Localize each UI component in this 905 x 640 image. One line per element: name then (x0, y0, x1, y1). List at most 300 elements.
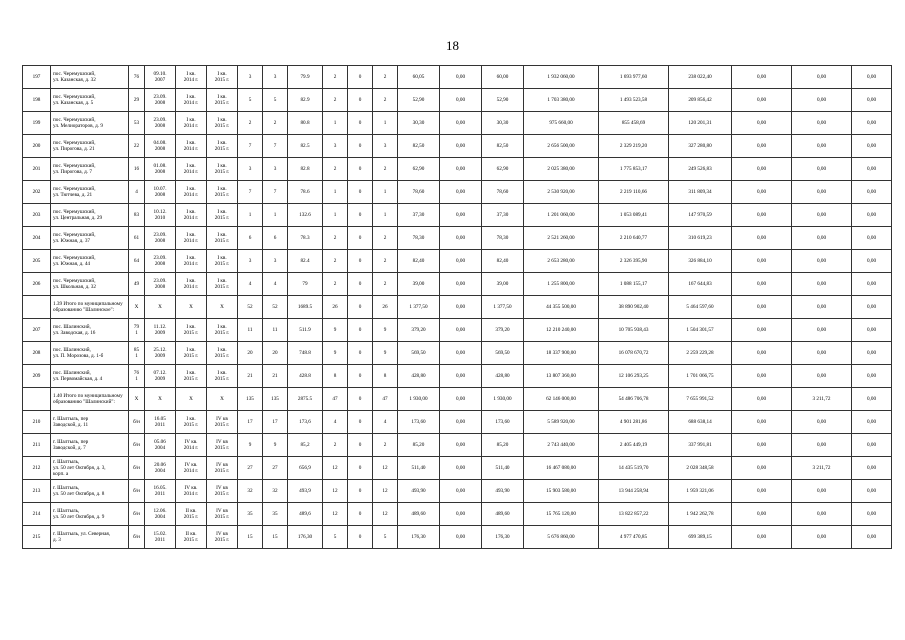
date-cell: 15.02. 2011 (145, 526, 176, 549)
other-cell: 0,00 (852, 480, 892, 503)
year-cell: 76 1 (129, 365, 145, 388)
date-cell: 10.12. 2010 (145, 204, 176, 227)
apartments-cell: 9 (323, 319, 348, 342)
extra-cell: 0,00 (792, 181, 852, 204)
fund-cell: 54 486 706,78 (599, 388, 669, 411)
area-total-cell: 176,30 (398, 526, 440, 549)
area-private-cell: 0,00 (440, 181, 482, 204)
municipal-cell: 3 (373, 135, 398, 158)
apartments-cell: 9 (323, 342, 348, 365)
area-total-cell: 1 930,00 (398, 388, 440, 411)
year-cell: 22 (129, 135, 145, 158)
table-row (23, 158, 892, 181)
municipal-cell: 9 (373, 319, 398, 342)
area-municipal-cell: 569,50 (482, 342, 524, 365)
area-cell: 428.8 (288, 365, 323, 388)
cost-total-cell: 1 255 800,00 (524, 273, 599, 296)
municipal-cell: 4 (373, 411, 398, 434)
fund-cell: 1 493 523,58 (599, 89, 669, 112)
extra-cell: 0,00 (792, 250, 852, 273)
extra-cell: 0,00 (792, 503, 852, 526)
other-cell: 0,00 (852, 227, 892, 250)
area-private-cell: 0,00 (440, 227, 482, 250)
area-municipal-cell: 39,00 (482, 273, 524, 296)
private-cell: 0 (348, 158, 373, 181)
region-cell: 327 280,80 (669, 135, 732, 158)
private-cell: 0 (348, 227, 373, 250)
apartments-cell: 2 (323, 158, 348, 181)
end-cell: I кв. 2015 г. (207, 112, 238, 135)
private-cell: 0 (348, 480, 373, 503)
fund-cell: 10 705 938,43 (599, 319, 669, 342)
address-cell: пос. Черемушский, ул. Центральная, д. 29 (51, 204, 129, 227)
fund-cell: 14 435 519,70 (599, 457, 669, 480)
local-cell: 0,00 (732, 227, 792, 250)
area-cell: 511.9 (288, 319, 323, 342)
start-cell: I кв. 2015 г. (176, 319, 207, 342)
cost-total-cell: 1 703 380,00 (524, 89, 599, 112)
local-cell: 0,00 (732, 158, 792, 181)
local-cell: 0,00 (732, 296, 792, 319)
extra-cell: 0,00 (792, 158, 852, 181)
private-cell: 0 (348, 204, 373, 227)
other-cell: 0,00 (852, 296, 892, 319)
area-private-cell: 0,00 (440, 434, 482, 457)
address-cell: пос. Черемушский, ул. Южная, д. 44 (51, 250, 129, 273)
area-cell: 2875.5 (288, 388, 323, 411)
address-cell: пос. Черемушский, ул. Школьная, д. 32 (51, 273, 129, 296)
municipal-cell: 2 (373, 158, 398, 181)
resettled-cell: 135 (263, 388, 288, 411)
row-number: 198 (23, 89, 51, 112)
local-cell: 0,00 (732, 342, 792, 365)
private-cell: 0 (348, 503, 373, 526)
residents-cell: 35 (238, 503, 263, 526)
extra-cell: 0,00 (792, 296, 852, 319)
region-cell: 311 809,34 (669, 181, 732, 204)
apartments-cell: 2 (323, 250, 348, 273)
table-row (23, 250, 892, 273)
resettled-cell: 3 (263, 66, 288, 89)
apartments-cell: 3 (323, 135, 348, 158)
year-cell: 85 1 (129, 342, 145, 365)
local-cell: 0,00 (732, 388, 792, 411)
municipal-cell: 2 (373, 89, 398, 112)
private-cell: 0 (348, 273, 373, 296)
resettled-cell: 2 (263, 112, 288, 135)
date-cell: X (145, 388, 176, 411)
local-cell: 0,00 (732, 181, 792, 204)
table-row (23, 319, 892, 342)
resettled-cell: 17 (263, 411, 288, 434)
municipal-cell: 1 (373, 112, 398, 135)
row-number: 201 (23, 158, 51, 181)
date-cell: 04.08. 2008 (145, 135, 176, 158)
area-municipal-cell: 493,90 (482, 480, 524, 503)
end-cell: IV кв 2015 г. (207, 526, 238, 549)
area-cell: 79.9 (288, 66, 323, 89)
area-cell: 82.5 (288, 135, 323, 158)
end-cell: IV кв 2015 г. (207, 434, 238, 457)
table-row (23, 434, 892, 457)
fund-cell: 855 458,69 (599, 112, 669, 135)
start-cell: I кв. 2014 г. (176, 227, 207, 250)
cost-total-cell: 15 903 580,00 (524, 480, 599, 503)
total-row (23, 296, 892, 319)
other-cell: 0,00 (852, 319, 892, 342)
cost-total-cell: 2 656 500,00 (524, 135, 599, 158)
residents-cell: 3 (238, 158, 263, 181)
year-cell: 61 (129, 227, 145, 250)
table-row (23, 181, 892, 204)
address-cell: пос. Черемушский, ул. Южная, д. 37 (51, 227, 129, 250)
resettled-cell: 15 (263, 526, 288, 549)
local-cell: 0,00 (732, 457, 792, 480)
private-cell: 0 (348, 365, 373, 388)
address-cell: пос. Черемушский, ул. Тютчева, д. 21 (51, 181, 129, 204)
row-number: 212 (23, 457, 51, 480)
housing-register-table (22, 65, 892, 549)
municipal-cell: 8 (373, 365, 398, 388)
date-cell: 23.09. 2008 (145, 112, 176, 135)
date-cell: 09.10. 2007 (145, 66, 176, 89)
extra-cell: 0,00 (792, 112, 852, 135)
area-private-cell: 0,00 (440, 365, 482, 388)
private-cell: 0 (348, 457, 373, 480)
end-cell: I кв. 2015 г. (207, 135, 238, 158)
address-cell: 1.39 Итого по муниципальному образованию "Шалинское": (51, 296, 129, 319)
start-cell: I кв. 2014 г. (176, 135, 207, 158)
resettled-cell: 27 (263, 457, 288, 480)
area-municipal-cell: 176,30 (482, 526, 524, 549)
area-municipal-cell: 52,90 (482, 89, 524, 112)
area-municipal-cell: 78,60 (482, 181, 524, 204)
residents-cell: 5 (238, 89, 263, 112)
apartments-cell: 2 (323, 66, 348, 89)
year-cell: б/н (129, 480, 145, 503)
cost-total-cell: 5 676 860,00 (524, 526, 599, 549)
date-cell: 23.09. 2008 (145, 89, 176, 112)
region-cell: 147 970,59 (669, 204, 732, 227)
date-cell: 16.05 2011 (145, 411, 176, 434)
resettled-cell: 11 (263, 319, 288, 342)
apartments-cell: 2 (323, 434, 348, 457)
residents-cell: 9 (238, 434, 263, 457)
area-cell: 82.8 (288, 158, 323, 181)
row-number: 211 (23, 434, 51, 457)
resettled-cell: 4 (263, 273, 288, 296)
region-cell: 337 991,81 (669, 434, 732, 457)
end-cell: I кв. 2015 г. (207, 342, 238, 365)
address-cell: г. Шалтыль, ул. Северная, д. 3 (51, 526, 129, 549)
date-cell: 25.12. 2009 (145, 342, 176, 365)
start-cell: II кв. 2015 г. (176, 526, 207, 549)
year-cell: б/н (129, 503, 145, 526)
municipal-cell: 1 (373, 181, 398, 204)
start-cell: IV кв. 2014 г. (176, 457, 207, 480)
table-row (23, 89, 892, 112)
area-municipal-cell: 1 930,00 (482, 388, 524, 411)
region-cell: 326 884,10 (669, 250, 732, 273)
cost-total-cell: 5 589 920,00 (524, 411, 599, 434)
other-cell: 0,00 (852, 158, 892, 181)
private-cell: 0 (348, 342, 373, 365)
apartments-cell: 12 (323, 480, 348, 503)
municipal-cell: 1 (373, 204, 398, 227)
private-cell: 0 (348, 112, 373, 135)
region-cell: 249 526,83 (669, 158, 732, 181)
start-cell: I кв. 2015 г. (176, 411, 207, 434)
residents-cell: 3 (238, 250, 263, 273)
area-municipal-cell: 1 377,50 (482, 296, 524, 319)
municipal-cell: 12 (373, 503, 398, 526)
region-cell: 1 504 301,57 (669, 319, 732, 342)
start-cell: I кв. 2015 г. (176, 365, 207, 388)
row-number: 197 (23, 66, 51, 89)
municipal-cell: 12 (373, 480, 398, 503)
area-total-cell: 78,30 (398, 227, 440, 250)
fund-cell: 13 944 258,94 (599, 480, 669, 503)
residents-cell: 52 (238, 296, 263, 319)
municipal-cell: 5 (373, 526, 398, 549)
year-cell: 53 (129, 112, 145, 135)
end-cell: IV кв 2015 г. (207, 457, 238, 480)
apartments-cell: 2 (323, 89, 348, 112)
date-cell: 11.12. 2009 (145, 319, 176, 342)
fund-cell: 1 053 089,41 (599, 204, 669, 227)
end-cell: IV кв 2015 г. (207, 411, 238, 434)
row-number: 203 (23, 204, 51, 227)
end-cell: I кв. 2015 г. (207, 89, 238, 112)
area-total-cell: 82,40 (398, 250, 440, 273)
table-row (23, 480, 892, 503)
area-private-cell: 0,00 (440, 250, 482, 273)
year-cell: X (129, 388, 145, 411)
start-cell: IV кв. 2014 г. (176, 434, 207, 457)
local-cell: 0,00 (732, 365, 792, 388)
resettled-cell: 21 (263, 365, 288, 388)
row-number: 213 (23, 480, 51, 503)
area-private-cell: 0,00 (440, 319, 482, 342)
area-total-cell: 60,05 (398, 66, 440, 89)
cost-total-cell: 1 201 060,00 (524, 204, 599, 227)
year-cell: 64 (129, 250, 145, 273)
resettled-cell: 6 (263, 227, 288, 250)
year-cell: б/н (129, 457, 145, 480)
page-number: 18 (446, 38, 459, 53)
area-municipal-cell: 173,60 (482, 411, 524, 434)
area-municipal-cell: 82,40 (482, 250, 524, 273)
row-number: 204 (23, 227, 51, 250)
date-cell: 10.07. 2008 (145, 181, 176, 204)
extra-cell: 0,00 (792, 319, 852, 342)
local-cell: 0,00 (732, 434, 792, 457)
end-cell: I кв. 2015 г. (207, 365, 238, 388)
area-cell: 748.8 (288, 342, 323, 365)
resettled-cell: 32 (263, 480, 288, 503)
area-cell: 176,30 (288, 526, 323, 549)
year-cell: б/н (129, 526, 145, 549)
year-cell: 29 (129, 89, 145, 112)
table-row (23, 273, 892, 296)
area-total-cell: 511,40 (398, 457, 440, 480)
row-number: 199 (23, 112, 51, 135)
local-cell: 0,00 (732, 319, 792, 342)
area-total-cell: 82,50 (398, 135, 440, 158)
extra-cell: 0,00 (792, 526, 852, 549)
private-cell: 0 (348, 388, 373, 411)
area-municipal-cell: 82,50 (482, 135, 524, 158)
municipal-cell: 26 (373, 296, 398, 319)
other-cell: 0,00 (852, 204, 892, 227)
table-row (23, 66, 892, 89)
region-cell: 699 389,15 (669, 526, 732, 549)
end-cell: I кв. 2015 г. (207, 250, 238, 273)
region-cell: 2 259 229,28 (669, 342, 732, 365)
area-total-cell: 489,60 (398, 503, 440, 526)
region-cell: 1 942 262,78 (669, 503, 732, 526)
resettled-cell: 7 (263, 135, 288, 158)
date-cell: 01.08. 2008 (145, 158, 176, 181)
region-cell: 1 959 321,06 (669, 480, 732, 503)
area-private-cell: 0,00 (440, 273, 482, 296)
residents-cell: 135 (238, 388, 263, 411)
resettled-cell: 9 (263, 434, 288, 457)
end-cell: I кв. 2015 г. (207, 273, 238, 296)
extra-cell: 0,00 (792, 204, 852, 227)
area-municipal-cell: 62,90 (482, 158, 524, 181)
row-number: 208 (23, 342, 51, 365)
table-row (23, 135, 892, 158)
region-cell: 167 644,83 (669, 273, 732, 296)
area-total-cell: 78,60 (398, 181, 440, 204)
other-cell: 0,00 (852, 526, 892, 549)
extra-cell: 0,00 (792, 365, 852, 388)
year-cell: 83 (129, 204, 145, 227)
row-number: 210 (23, 411, 51, 434)
extra-cell: 0,00 (792, 89, 852, 112)
cost-total-cell: 44 355 500,00 (524, 296, 599, 319)
area-total-cell: 62,90 (398, 158, 440, 181)
fund-cell: 2 326 395,90 (599, 250, 669, 273)
end-cell: I кв. 2015 г. (207, 66, 238, 89)
date-cell: 07.12. 2009 (145, 365, 176, 388)
region-cell: 120 201,31 (669, 112, 732, 135)
other-cell: 0,00 (852, 365, 892, 388)
cost-total-cell: 2 653 280,00 (524, 250, 599, 273)
other-cell: 0,00 (852, 457, 892, 480)
table-row (23, 227, 892, 250)
end-cell: I кв. 2015 г. (207, 319, 238, 342)
date-cell: X (145, 296, 176, 319)
table-row (23, 112, 892, 135)
municipal-cell: 9 (373, 342, 398, 365)
address-cell: г. Шалтыль, ул. 50 лет Октября, д. 9 (51, 503, 129, 526)
area-private-cell: 0,00 (440, 342, 482, 365)
municipal-cell: 2 (373, 434, 398, 457)
apartments-cell: 1 (323, 112, 348, 135)
residents-cell: 2 (238, 112, 263, 135)
year-cell: 76 (129, 66, 145, 89)
fund-cell: 4 901 281,86 (599, 411, 669, 434)
residents-cell: 27 (238, 457, 263, 480)
row-number: 207 (23, 319, 51, 342)
other-cell: 0,00 (852, 273, 892, 296)
municipal-cell: 2 (373, 66, 398, 89)
area-cell: 656,9 (288, 457, 323, 480)
fund-cell: 2 219 110,66 (599, 181, 669, 204)
local-cell: 0,00 (732, 273, 792, 296)
extra-cell: 0,00 (792, 411, 852, 434)
end-cell: IV кв 2015 г. (207, 480, 238, 503)
apartments-cell: 12 (323, 457, 348, 480)
table-row (23, 411, 892, 434)
cost-total-cell: 1 932 060,00 (524, 66, 599, 89)
residents-cell: 7 (238, 135, 263, 158)
municipal-cell: 2 (373, 227, 398, 250)
resettled-cell: 52 (263, 296, 288, 319)
address-cell: пос. Шалинский, ул. Первомайская, д. 4 (51, 365, 129, 388)
start-cell: X (176, 388, 207, 411)
year-cell: 49 (129, 273, 145, 296)
area-cell: 1689.5 (288, 296, 323, 319)
row-number: 214 (23, 503, 51, 526)
region-cell: 209 856,42 (669, 89, 732, 112)
year-cell: 16 (129, 158, 145, 181)
start-cell: I кв. 2014 г. (176, 181, 207, 204)
fund-cell: 1 693 977,60 (599, 66, 669, 89)
area-cell: 85,2 (288, 434, 323, 457)
fund-cell: 16 078 670,72 (599, 342, 669, 365)
area-municipal-cell: 428,80 (482, 365, 524, 388)
other-cell: 0,00 (852, 66, 892, 89)
apartments-cell: 8 (323, 365, 348, 388)
address-cell: г. Шалтыль, ул. 50 лет Октября, д. 3, корп. а (51, 457, 129, 480)
extra-cell: 3 211,72 (792, 457, 852, 480)
row-number: 200 (23, 135, 51, 158)
area-private-cell: 0,00 (440, 411, 482, 434)
end-cell: I кв. 2015 г. (207, 158, 238, 181)
residents-cell: 1 (238, 204, 263, 227)
extra-cell: 0,00 (792, 434, 852, 457)
apartments-cell: 2 (323, 273, 348, 296)
extra-cell: 0,00 (792, 66, 852, 89)
cost-total-cell: 12 210 240,00 (524, 319, 599, 342)
area-private-cell: 0,00 (440, 526, 482, 549)
region-cell: 238 022,40 (669, 66, 732, 89)
residents-cell: 11 (238, 319, 263, 342)
fund-cell: 2 405 449,19 (599, 434, 669, 457)
address-cell: г. Шалтыль, пер Заводской, д. 7 (51, 434, 129, 457)
local-cell: 0,00 (732, 250, 792, 273)
residents-cell: 17 (238, 411, 263, 434)
table-row (23, 365, 892, 388)
address-cell: пос. Черемушский, ул. Казанская, д. 5 (51, 89, 129, 112)
area-private-cell: 0,00 (440, 457, 482, 480)
region-cell: 5 464 597,60 (669, 296, 732, 319)
area-private-cell: 0,00 (440, 66, 482, 89)
extra-cell: 3 211,72 (792, 388, 852, 411)
private-cell: 0 (348, 89, 373, 112)
start-cell: X (176, 296, 207, 319)
private-cell: 0 (348, 319, 373, 342)
other-cell: 0,00 (852, 135, 892, 158)
private-cell: 0 (348, 181, 373, 204)
apartments-cell: 5 (323, 526, 348, 549)
residents-cell: 32 (238, 480, 263, 503)
area-cell: 78.6 (288, 181, 323, 204)
extra-cell: 0,00 (792, 342, 852, 365)
